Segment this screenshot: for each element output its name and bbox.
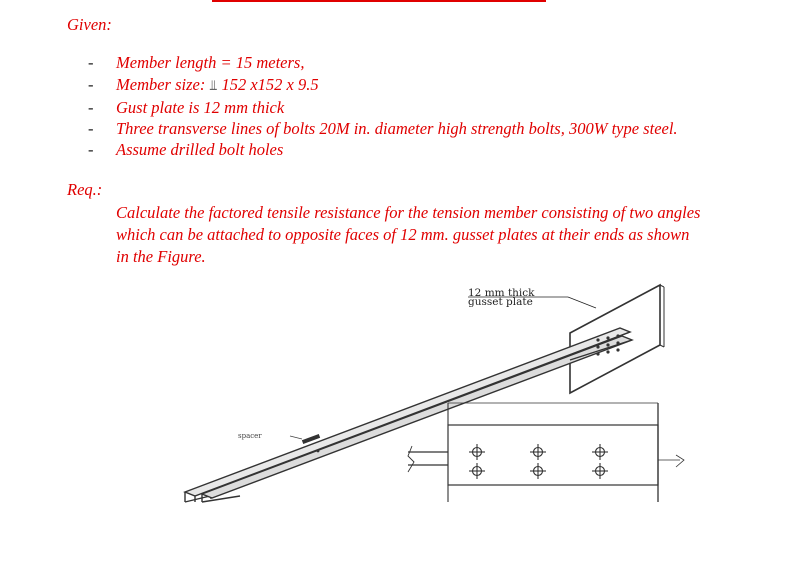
- req-label: Req.:: [67, 180, 103, 199]
- dash: -: [88, 119, 94, 138]
- bolt-lines: Three transverse lines of bolts 20M in. diameter high strength bolts, 300W type steel.: [116, 119, 678, 138]
- list-item: [88, 52, 708, 74]
- member-size-value: 152 x152 x 9.5: [221, 75, 319, 94]
- dash: -: [88, 53, 94, 72]
- spacer-bolt-dot: [317, 450, 320, 453]
- spacer-label: spacer: [238, 432, 262, 440]
- top-rule: [212, 0, 546, 2]
- list-item: [88, 97, 708, 119]
- given-label: Given:: [67, 15, 112, 34]
- member-size-prefix: Member size:: [116, 75, 210, 94]
- requirement-text: Calculate the factored tensile resistance for the tension member consisting of two angles which can be attached to opposite faces of 12 mm. gusset plates at their ends as shown in the Figure.: [116, 203, 701, 266]
- double-angle-icon: ⫫: [209, 78, 218, 94]
- tension-member-figure: [150, 270, 710, 510]
- given-list: [88, 52, 708, 161]
- drilled-holes: Assume drilled bolt holes: [116, 140, 284, 159]
- spacer-leader: [290, 436, 302, 439]
- list-item: [88, 74, 708, 97]
- gusset-plate-thickness: Gust plate is 12 mm thick: [116, 98, 285, 117]
- detail-bolts: [469, 444, 608, 479]
- gusset-label-line2: gusset plate: [468, 296, 533, 308]
- list-item: [88, 119, 708, 139]
- double-angle-member: [185, 328, 632, 502]
- dash: -: [88, 140, 94, 159]
- member-length: Member length = 15 meters,: [116, 53, 305, 72]
- list-item: [88, 139, 708, 161]
- dash: -: [88, 98, 94, 117]
- dash: -: [88, 75, 94, 94]
- gusset-label-line1: 12 mm thick: [468, 287, 535, 299]
- leader-line: [568, 297, 596, 308]
